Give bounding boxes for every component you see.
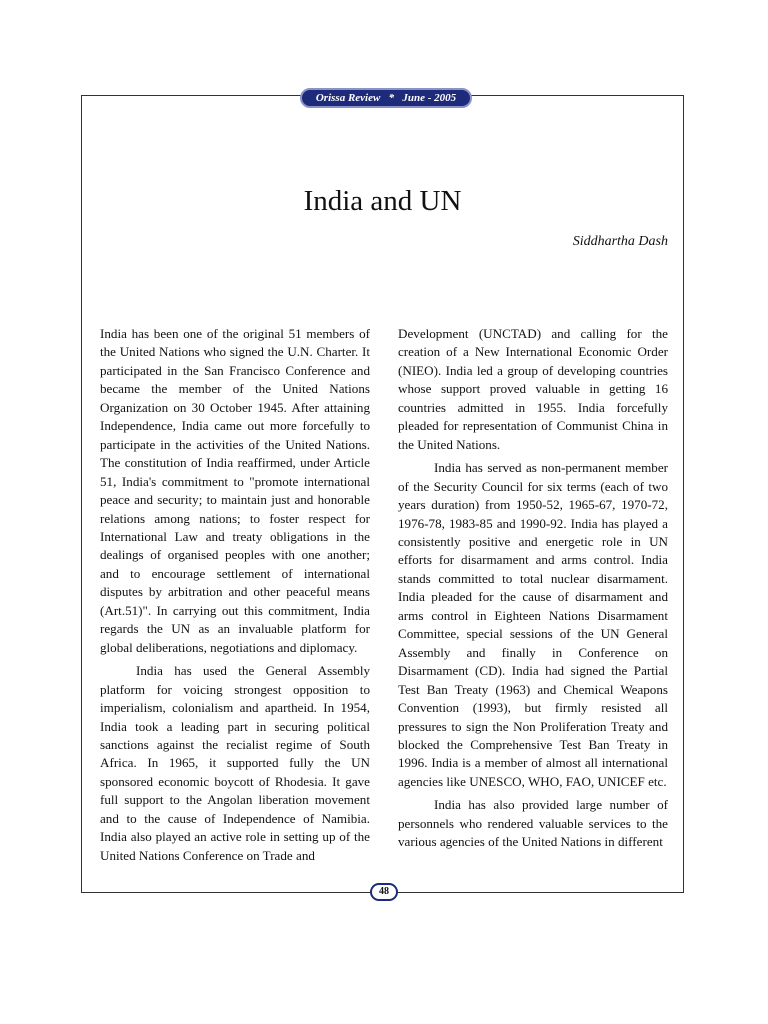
paragraph: India has also provided large number of personnels who rendered valuable services to the various agencies of the United Nations in different: [398, 797, 668, 850]
paragraph: India has used the General Assembly platform for voicing strongest opposition to imperialism, colonialism and apartheid. In 1954, India took a leading part in securing political sanctions against the recialist regime of South Africa. In 1965, it supported fully the UN sponsored economic boycott of Rhodesia. It gave full support to the Angolan liberation movement and to the cause of Independence of Namibia. India also played an active role in setting up of the United Nations Conference on Trade and: [100, 663, 370, 863]
text-column-right: [398, 325, 668, 852]
paragraph: Development (UNCTAD) and calling for the creation of a New International Economic Order (NIEO). India led a group of developing countries whose support proved valuable in getting 16 countries admitted in 1955. India forcefully pleaded for representation of Communist China in the United Nations.: [398, 326, 668, 452]
issue-date: June - 2005: [402, 92, 457, 104]
page-number: 48: [370, 883, 398, 901]
text-column-left: [100, 325, 370, 865]
paragraph: India has been one of the original 51 members of the United Nations who signed the U.N. Charter. It participated in the San Francisco Conference and became the member of the United Nations Organization on 30 October 1945. After attaining Independence, India came out more forcefully to participate in the activities of the United Nations. The constitution of India reaffirmed, under Article 51, India's commitment to "promote international peace and security; to maintain just and honorable relations among nations; to foster respect for International Law and treaty obligations in the dealings of organised peoples with one another; and to encourage settlement of international disputes by arbitration and other peaceful means (Art.51)". In carrying out this commitment, India regards the UN as an invaluable platform for global deliberations, negotiations and diplomacy.: [100, 326, 370, 655]
header-separator: *: [388, 92, 395, 104]
journal-header-badge: [300, 88, 472, 108]
article-title: India and UN: [303, 185, 462, 218]
article-author: Siddhartha Dash: [572, 234, 668, 249]
publication-name: Orissa Review: [315, 92, 381, 104]
paragraph: India has served as non-permanent member of the Security Council for six terms (each of two years duration) from 1950-52, 1965-67, 1970-72, 1976-78, 1983-85 and 1990-92. India has played a consistently positive and energetic role in UN efforts for disarmament and arms control. India stands committed to total nuclear disarmament. India pleaded for the cause of disarmament and arms control in Eighteen Nations Disarmament Committee, special sessions of the UN General Assembly and finally in Conference on Disarmament (CD). India had signed the Partial Test Ban Treaty (1963) and Chemical Weapons Convention (1993), but firmly resisted all pressures to sign the Non Proliferation Treaty and blocked the Comprehensive Test Ban Treaty in 1996. India is a member of almost all international agencies like UNESCO, WHO, FAO, UNICEF etc.: [398, 460, 668, 789]
